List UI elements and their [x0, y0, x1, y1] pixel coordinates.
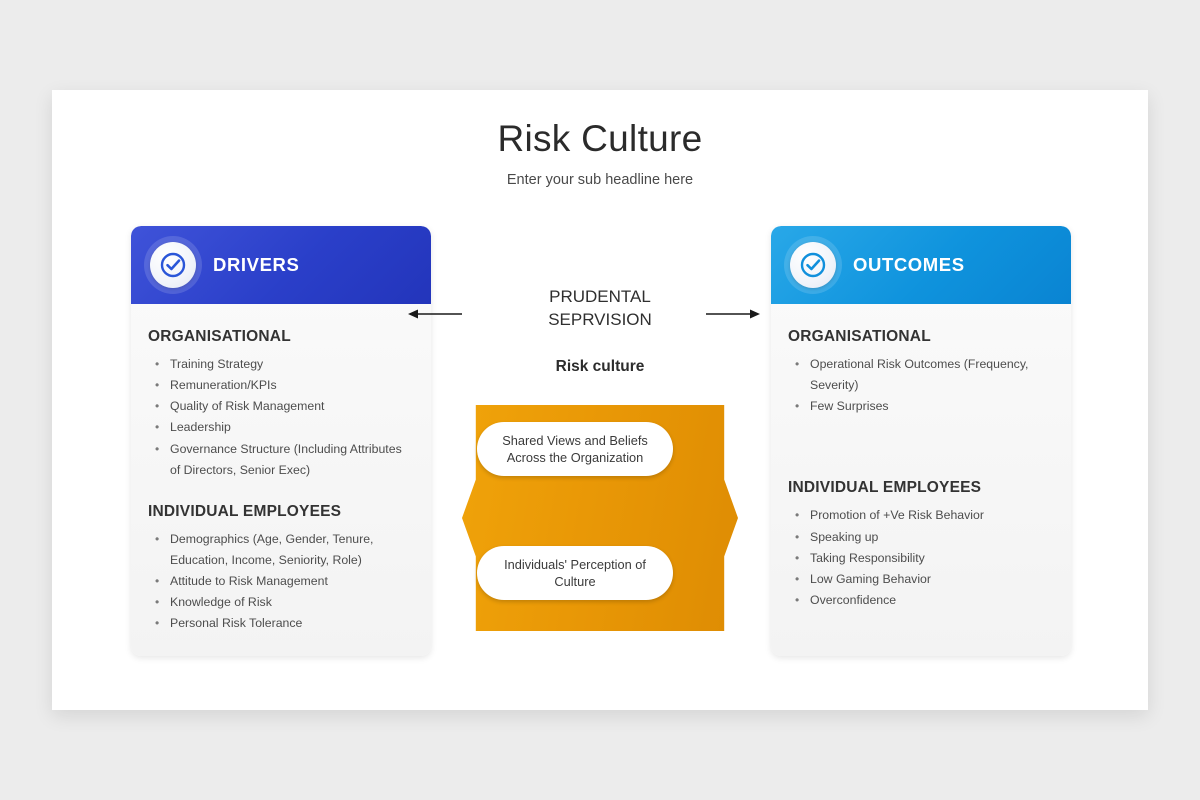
- drivers-group-2-list: [148, 529, 414, 635]
- list-item: • Promotion of +Ve Risk Behavior: [788, 505, 1054, 526]
- panel-drivers-header: [131, 226, 431, 304]
- slide-canvas: [52, 90, 1148, 710]
- panel-outcomes: [771, 226, 1071, 656]
- center-heading-line1: PRUDENTAL: [549, 287, 651, 306]
- list-item: • Low Gaming Behavior: [788, 569, 1054, 590]
- list-item: • Demographics (Age, Gender, Tenure, Education, Income, Seniority, Role): [148, 529, 414, 571]
- list-item: • Leadership: [148, 417, 414, 438]
- center-subheading: Risk culture: [555, 358, 645, 375]
- list-item: • Remuneration/KPIs: [148, 375, 414, 396]
- arrow-left-icon: [408, 308, 462, 320]
- page-subtitle: Enter your sub headline here: [506, 172, 694, 188]
- panel-outcomes-header: [771, 226, 1071, 304]
- list-item: • Taking Responsibility: [788, 548, 1054, 569]
- page-title: Risk Culture: [497, 118, 703, 159]
- panel-drivers-label: DRIVERS: [213, 254, 300, 275]
- outcomes-group-2-title: INDIVIDUAL EMPLOYEES: [788, 479, 982, 497]
- list-item: • Speaking up: [788, 527, 1054, 548]
- list-item: • Personal Risk Tolerance: [148, 613, 414, 634]
- list-item: • Training Strategy: [148, 354, 414, 375]
- drivers-group-2-title: INDIVIDUAL EMPLOYEES: [148, 502, 342, 520]
- center-heading-line2: SEPRVISION: [548, 309, 652, 329]
- outcomes-group-2-list: [788, 505, 1054, 611]
- list-item: • Governance Structure (Including Attributes of Directors, Senior Exec): [148, 439, 414, 481]
- list-item: • Quality of Risk Management: [148, 396, 414, 417]
- panel-drivers: [131, 226, 431, 656]
- list-item: • Few Surprises: [788, 396, 1054, 417]
- drivers-group-1-title: ORGANISATIONAL: [148, 328, 291, 345]
- drivers-group-1-list: [148, 354, 414, 481]
- pill-shared-views: Shared Views and Beliefs Across the Organization: [477, 422, 673, 476]
- panel-drivers-body: [131, 304, 431, 635]
- list-item: • Overconfidence: [788, 590, 1054, 611]
- outcomes-group-1-list: [788, 354, 1054, 417]
- pill-individual-perception: Individuals' Perception of Culture: [477, 546, 673, 600]
- panel-outcomes-body: [771, 304, 1071, 611]
- list-item: • Operational Risk Outcomes (Frequency, Severity): [788, 354, 1054, 396]
- panel-outcomes-label: OUTCOMES: [853, 254, 965, 275]
- center-heading: [462, 286, 738, 331]
- check-circle-icon: [150, 242, 196, 288]
- list-item: • Knowledge of Risk: [148, 592, 414, 613]
- list-item: • Attitude to Risk Management: [148, 571, 414, 592]
- outcomes-group-1-title: ORGANISATIONAL: [788, 328, 931, 345]
- check-circle-icon: [790, 242, 836, 288]
